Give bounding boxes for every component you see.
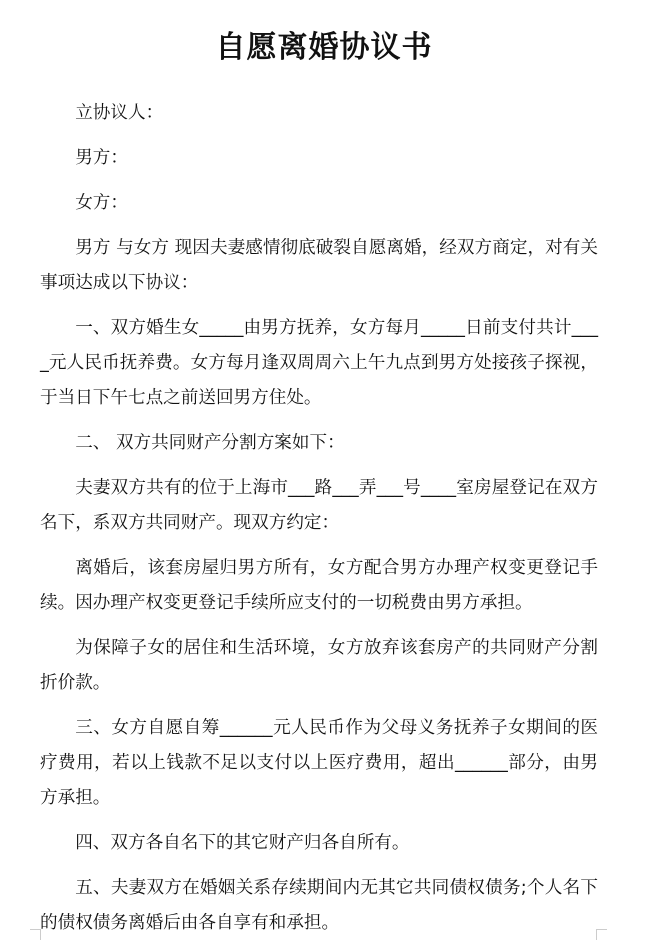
document-body [40,96,598,951]
paragraph-property-description: 夫妻双方共有的位于上海市___路___弄___号____室房屋登记在双方名下，系双方共同财产。现双方约定： [40,478,598,533]
page-corner-mark-left [30,929,41,940]
paragraph-clause-1-custody: 一、双方婚生女_____由男方抚养，女方每月_____日前支付共计____元人民币抚养费。女方每月逢双周周六上午九点到男方处接孩子探视，于当日下午七点之前送回男方住处。 [40,318,598,408]
document-title: 自愿离婚协议书 [215,30,433,65]
paragraph-parties-heading: 立协议人： [75,103,164,123]
paragraph-clause-2-heading: 二、 双方共同财产分割方案如下： [75,433,345,453]
page-corner-mark-right [596,929,607,940]
paragraph-female-party: 女方： [75,193,128,213]
paragraph-clause-5-debts: 五、夫妻双方在婚姻关系存续期间内无其它共同债权债务;个人名下的债权债务离婚后由各自享有和承担。 [40,878,598,933]
paragraph-preamble: 男方 与女方 现因夫妻感情彻底破裂自愿离婚，经双方商定，对有关事项达成以下协议： [40,238,598,293]
paragraph-clause-3-medical: 三、女方自愿自筹______元人民币作为父母义务抚养子女期间的医疗费用，若以上钱款不足以支付以上医疗费用，超出______部分，由男方承担。 [40,718,598,808]
paragraph-clause-4-other-property: 四、双方各自名下的其它财产归各自所有。 [75,833,410,853]
paragraph-male-party: 男方： [75,148,128,168]
paragraph-property-waiver: 为保障子女的居住和生活环境，女方放弃该套房产的共同财产分割折价款。 [40,638,598,693]
paragraph-property-ownership: 离婚后，该套房屋归男方所有，女方配合男方办理产权变更登记手续。因办理产权变更登记手续所应支付的一切税费由男方承担。 [40,558,598,613]
